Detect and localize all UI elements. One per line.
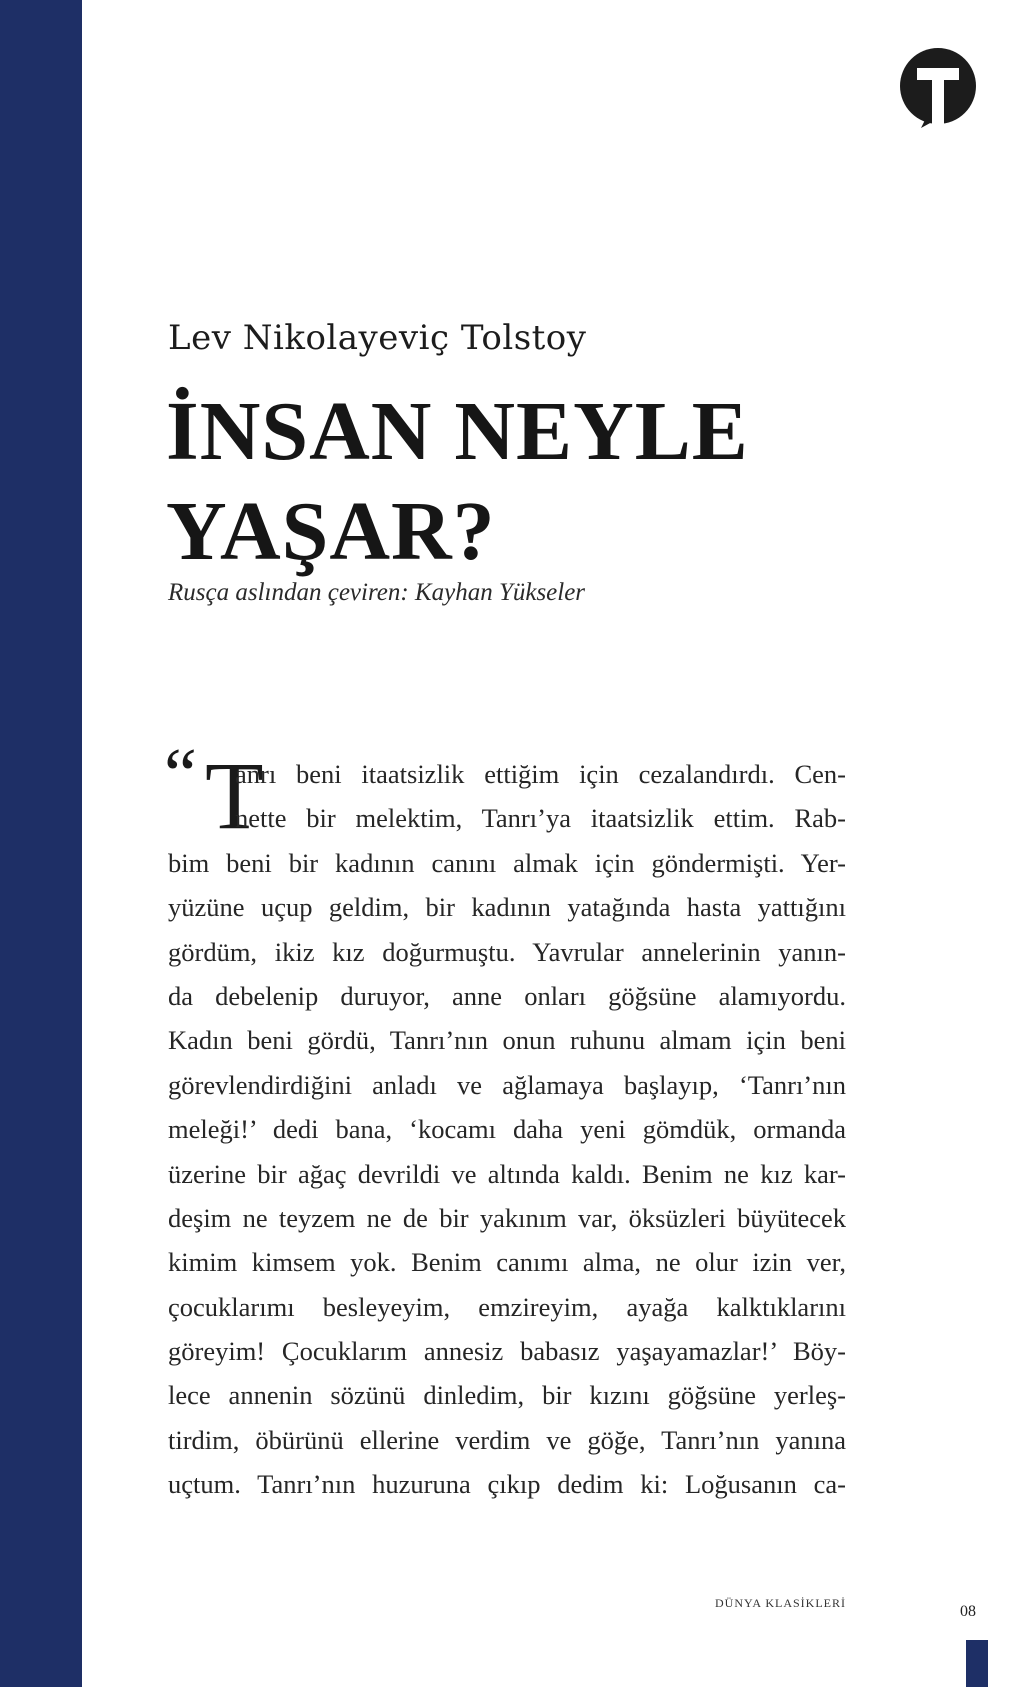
passage-line: gördüm, ikiz kız doğurmuştu. Yavrular annelerinin yanın- [168, 936, 846, 967]
series-name: DÜNYA KLASİKLERİ [715, 1596, 846, 1610]
passage-line: bim beni bir kadının canını almak için göndermişti. Yer- [168, 847, 846, 878]
passage-line: kimim kimsem yok. Benim canımı alma, ne olur izin ver, [168, 1247, 846, 1278]
passage-line: görevlendirdiğini anladı ve ağlamaya başlayıp, ‘Tanrı’nın [168, 1069, 846, 1100]
passage-line: lece annenin sözünü dinledim, bir kızını göğsüne yerleş- [168, 1380, 846, 1411]
passage-line: göreyim! Çocuklarım annesiz babasız yaşayamazlar!’ Böy- [168, 1336, 846, 1367]
publisher-t-logo-icon [895, 46, 981, 132]
passage-line: çocuklarımı besleyeyim, emzireyim, ayağa kalktıklarını [168, 1291, 846, 1322]
page-edge-tab [966, 1640, 988, 1687]
book-title-line-1: İNSAN NEYLE [166, 385, 749, 478]
passage-line: üzerine bir ağaç devrildi ve altında kaldı. Benim ne kız kar- [168, 1158, 846, 1189]
passage-line: nette bir melektim, Tanrı’ya itaatsizlik ettim. Rab- [235, 803, 846, 834]
passage-line: meleği!’ dedi bana, ‘kocamı daha yeni gömdük, ormanda [168, 1114, 846, 1145]
excerpt-passage [168, 752, 846, 1507]
passage-line: yüzüne uçup geldim, bir kadının yatağında hasta yattığını [168, 892, 846, 923]
translator-credit: Rusça aslından çeviren: Kayhan Yükseler [168, 579, 586, 606]
passage-line: tirdim, öbürünü ellerine verdim ve göğe, Tanrı’nın yanına [168, 1424, 846, 1455]
opening-quote-mark: “ [164, 734, 197, 816]
passage-line: Kadın beni gördü, Tanrı’nın onun ruhunu almam için beni [168, 1025, 846, 1056]
passage-line: uçtum. Tanrı’nın huzuruna çıkıp dedim ki: Loğusanın ca- [168, 1469, 846, 1500]
passage-line: anrı beni itaatsizlik ettiğim için cezalandırdı. Cen- [235, 759, 846, 789]
page-number: 08 [960, 1603, 976, 1620]
drop-cap-letter: T [205, 742, 264, 849]
book-title [166, 382, 926, 582]
passage-line: deşim ne teyzem ne de bir yakınım var, öksüzleri büyütecek [168, 1202, 846, 1233]
book-title-line-2: YAŞAR? [166, 485, 496, 578]
book-spine-stripe [0, 0, 82, 1687]
passage-line: da debelenip duruyor, anne onları göğsüne alamıyordu. [168, 980, 846, 1011]
author-name: Lev Nikolayeviç Tolstoy [168, 318, 587, 358]
